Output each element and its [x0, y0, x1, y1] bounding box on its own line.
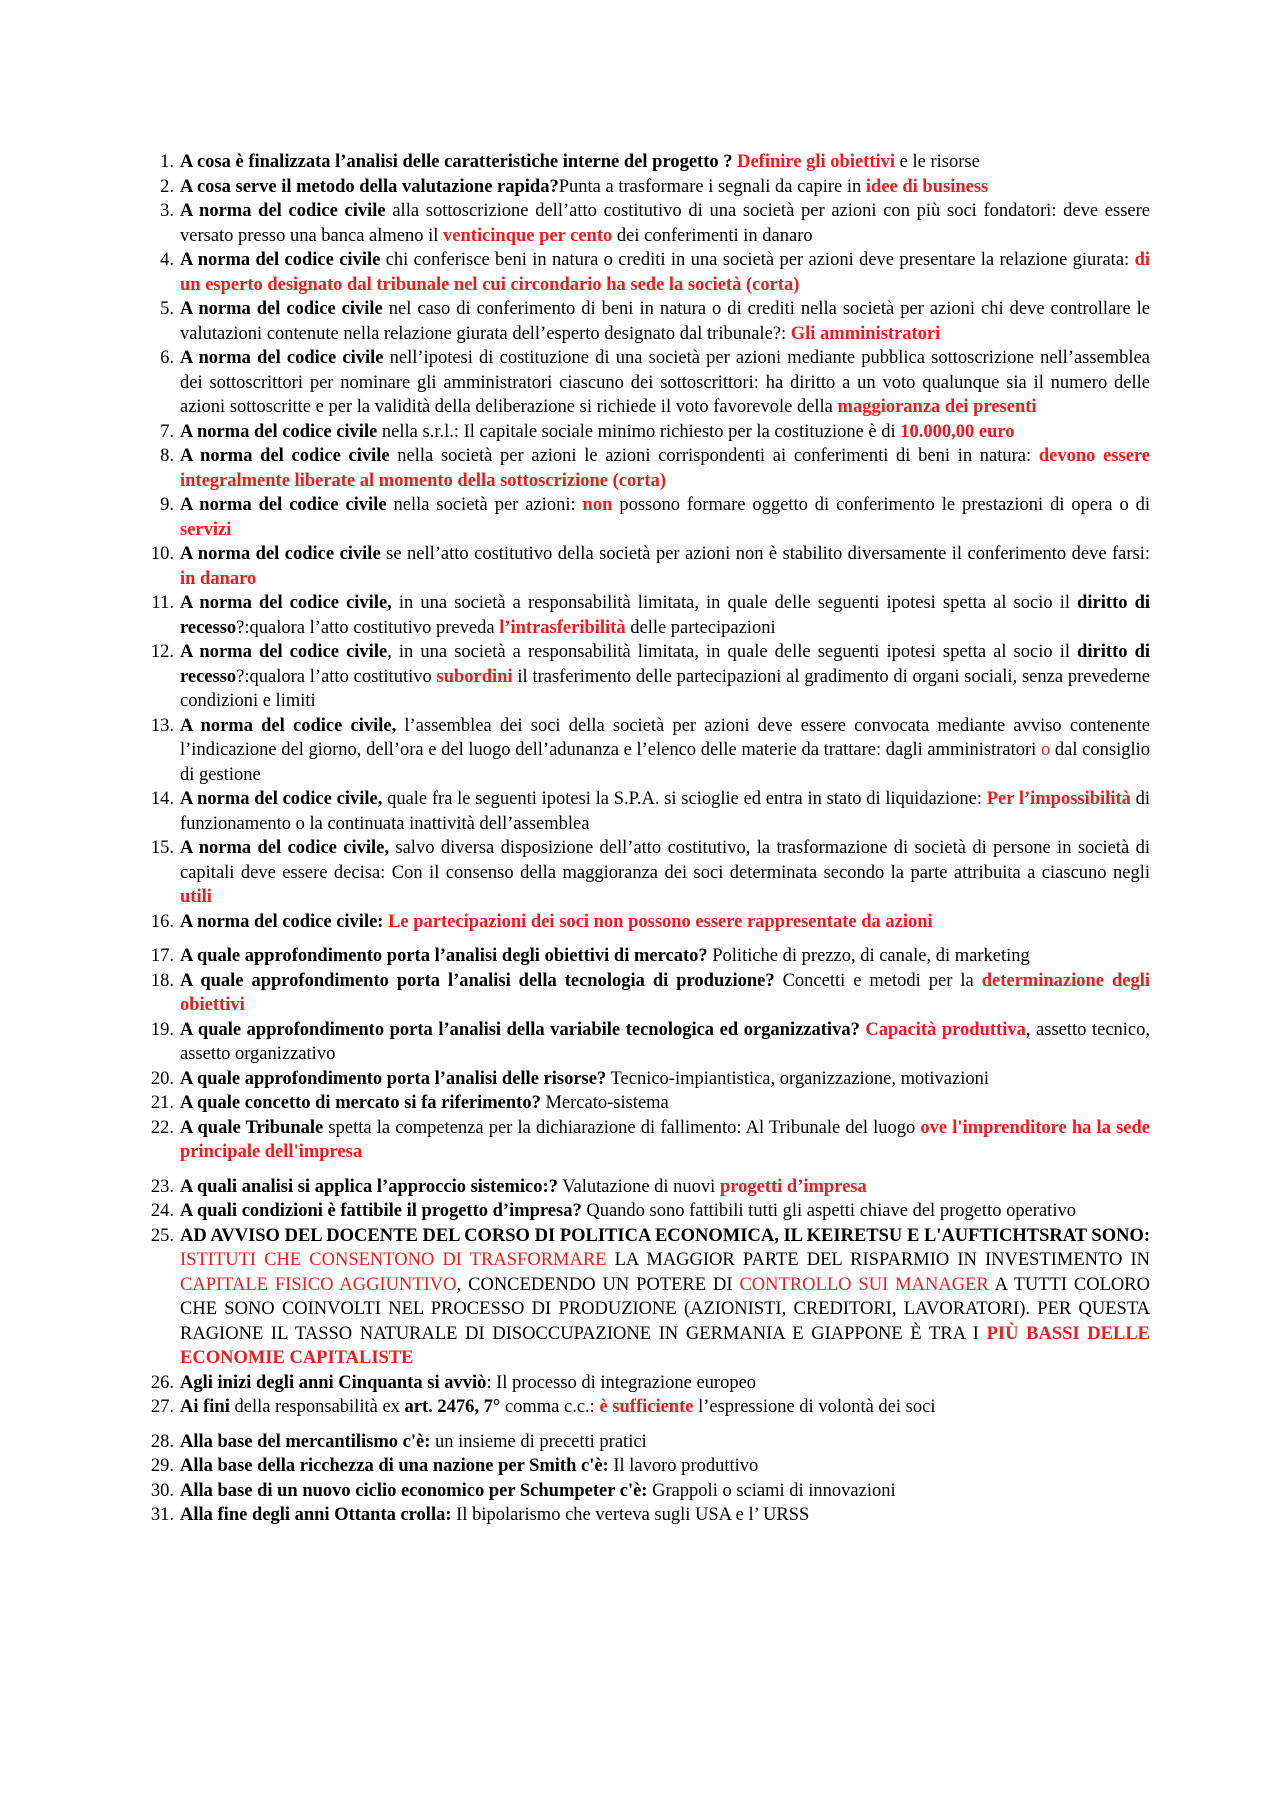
question-text: A norma del codice civile, — [180, 789, 383, 809]
list-item — [140, 1199, 1150, 1224]
answer-highlight: utili — [180, 887, 212, 907]
answer-highlight: PIÙ BASSI DELLE ECONOMIE CAPITALISTE — [180, 1323, 1151, 1368]
answer-highlight: venticinque per cento — [443, 225, 613, 246]
question-text: art. 2476, 7° — [404, 1397, 501, 1417]
item-text: nella società per azioni le azioni corrispondenti ai conferimenti di beni in natura: — [389, 446, 1039, 466]
answer-highlight: subordini — [436, 666, 513, 687]
answer-highlight: devono essere integralmente liberate al momento della sottoscrizione (corta) — [180, 446, 1151, 491]
answer-highlight: CONTROLLO SUI MANAGER — [739, 1274, 989, 1295]
question-text: A quale approfondimento porta l’analisi degli obiettivi di mercato? — [180, 946, 708, 966]
list-item — [140, 1224, 1150, 1371]
question-text: A norma del codice civile, — [180, 715, 397, 736]
item-number: 31. — [150, 1505, 174, 1525]
list-item — [140, 1116, 1150, 1165]
question-text: A norma del codice civile, — [180, 838, 389, 858]
answer-highlight: è sufficiente — [599, 1397, 694, 1417]
item-number: 3. — [160, 201, 174, 221]
item-text: Tecnico-impiantistica, organizzazione, motivazioni — [606, 1068, 990, 1089]
item-text: Valutazione di nuovi — [557, 1176, 720, 1197]
question-text: A norma del codice civile — [180, 348, 384, 368]
question-text: A quale approfondimento porta l’analisi della variabile tecnologica ed organizzativa? — [180, 1019, 860, 1040]
question-text: A quale concetto di mercato si fa riferimento? — [180, 1093, 541, 1113]
item-number: 27. — [150, 1397, 174, 1417]
answer-highlight: in danaro — [180, 568, 257, 589]
question-text: A quale approfondimento porta l’analisi della tecnologia di produzione? — [180, 970, 775, 991]
item-number: 11. — [151, 593, 174, 613]
list-item — [140, 346, 1150, 420]
question-text: Alla base del mercantilismo c'è: — [180, 1431, 431, 1452]
list-item — [140, 944, 1150, 969]
list-item — [140, 1503, 1150, 1528]
item-text: nella s.r.l.: Il capitale sociale minimo richiesto per la costituzione è di — [377, 421, 901, 442]
item-number: 6. — [160, 348, 174, 368]
answer-highlight: l’intrasferibilità — [499, 617, 626, 638]
item-number: 9. — [160, 495, 174, 515]
item-number: 4. — [160, 250, 174, 270]
list-item — [140, 444, 1150, 493]
list-item — [140, 969, 1150, 1018]
question-text: A norma del codice civile — [180, 250, 381, 270]
item-text: spetta la competenza per la dichiarazione di fallimento: Al Tribunale del luogo — [323, 1117, 921, 1138]
item-text: in una società a responsabilità limitata, in quale delle seguenti ipotesi spetta al socio il — [391, 593, 1078, 613]
question-text: Ai fini — [180, 1397, 230, 1417]
list-item — [140, 175, 1150, 200]
list-item — [140, 591, 1150, 640]
list-item — [140, 1454, 1150, 1479]
question-text: A norma del codice civile — [180, 544, 381, 564]
item-text: chi conferisce beni in natura o crediti in una società per azioni deve presentare la relazione giurata: — [380, 250, 1135, 270]
item-text: dei conferimenti in danaro — [612, 225, 813, 246]
item-text: comma c.c.: — [500, 1397, 600, 1417]
list-item — [140, 150, 1150, 175]
item-text: un insieme di precetti pratici — [430, 1431, 647, 1452]
answer-highlight: Le partecipazioni dei soci non possono essere rappresentate da azioni — [388, 911, 933, 932]
item-number: 17. — [150, 946, 174, 966]
item-text: se nell’atto costitutivo della società per azioni non è stabilito diversamente il conferimento deve farsi: — [380, 544, 1151, 564]
item-number: 25. — [150, 1225, 174, 1246]
list-item — [140, 1479, 1150, 1504]
item-text: nella società per azioni: — [386, 495, 583, 515]
question-text: AD AVVISO DEL DOCENTE DEL CORSO DI POLITICA ECONOMICA, IL KEIRETSU E L'AUFTICHTSRAT SONO: — [180, 1225, 1150, 1246]
item-text: nell’ipotesi di costituzione di una società per azioni mediante pubblica sottoscrizione nell’assemblea dei sottoscrittori per nominare gli amministratori ciascuno dei sottoscrittori: ha diritto a un voto qualunque sia il numero delle azioni sottoscritte e per la validità della deliberazione si richiede il voto favorevole della — [180, 348, 1150, 417]
list-item — [140, 420, 1150, 445]
item-text: dal consiglio di gestione — [180, 740, 1151, 785]
list-item — [140, 1067, 1150, 1092]
answer-highlight: determinazione degli obiettivi — [180, 970, 1151, 1015]
answer-highlight: Gli amministratori — [790, 323, 941, 344]
item-text: Politiche di prezzo, di canale, di marketing — [707, 946, 1030, 966]
list-item — [140, 1430, 1150, 1455]
list-item — [140, 714, 1150, 788]
answer-highlight: non — [582, 495, 613, 515]
item-number: 18. — [150, 970, 174, 991]
question-text: A norma del codice civile — [180, 299, 383, 319]
item-text: e le risorse — [895, 152, 980, 172]
item-number: 22. — [150, 1117, 174, 1138]
item-text: Punta a trasformare i segnali da capire in — [558, 176, 866, 197]
question-text: A quale Tribunale — [180, 1117, 324, 1138]
question-text: Alla fine degli anni Ottanta crolla: — [180, 1505, 452, 1525]
answer-highlight: di un esperto designato dal tribunale nel cui circondario ha sede la società (corta) — [180, 250, 1150, 295]
item-number: 24. — [150, 1201, 174, 1221]
item-text: della responsabilità ex — [229, 1397, 405, 1417]
question-text: Alla base della ricchezza di una nazione per Smith c'è: — [180, 1456, 609, 1476]
item-number: 10. — [150, 544, 174, 564]
list-item — [140, 1018, 1150, 1067]
answer-highlight: ISTITUTI CHE CONSENTONO DI TRASFORMARE — [180, 1250, 607, 1270]
item-text: alla sottoscrizione dell’atto costitutivo di una società per azioni con più soci fondatori: deve essere versato presso una banca almeno il — [180, 201, 1151, 246]
item-number: 14. — [150, 789, 174, 809]
question-text: A norma del codice civile — [180, 201, 386, 221]
answer-highlight: o — [1041, 740, 1051, 760]
list-item — [140, 493, 1150, 542]
item-number: 1. — [160, 152, 174, 172]
item-text: l’espressione di volontà dei soci — [693, 1397, 936, 1417]
question-text: A norma del codice civile — [180, 495, 387, 515]
item-text: l’assemblea dei soci della società per azioni deve essere convocata mediante avviso contenente l’indicazione del giorno, dell’ora e del luogo dell’adunanza e l’elenco delle materie da trattare: dagli amministratori — [180, 715, 1150, 760]
item-text: ?:qualora l’atto costitutivo — [236, 666, 437, 687]
answer-highlight: CAPITALE FISICO AGGIUNTIVO — [180, 1274, 457, 1295]
item-text: Il lavoro produttivo — [608, 1456, 759, 1476]
question-text: Agli inizi degli anni Cinquanta si avviò — [180, 1372, 487, 1393]
item-text: di funzionamento o la continuata inattività dell’assemblea — [180, 789, 1150, 834]
item-text: Grappoli o sciami di innovazioni — [647, 1480, 896, 1501]
item-number: 28. — [150, 1431, 174, 1452]
item-number: 12. — [150, 642, 174, 662]
answer-highlight: maggioranza dei presenti — [837, 397, 1037, 417]
item-number: 21. — [150, 1093, 174, 1113]
item-number: 15. — [150, 838, 174, 858]
item-text: Mercato-sistema — [540, 1093, 669, 1113]
question-text: A quali condizioni è fattibile il progetto d’impresa? — [180, 1201, 582, 1221]
item-number: 16. — [150, 911, 174, 932]
question-text: A quale approfondimento porta l’analisi delle risorse? — [180, 1068, 607, 1089]
item-text: , in una società a responsabilità limitata, in quale delle seguenti ipotesi spetta al socio il — [387, 642, 1078, 662]
list-item — [140, 1091, 1150, 1116]
answer-highlight: progetti d’impresa — [719, 1176, 867, 1197]
item-number: 30. — [150, 1480, 174, 1501]
item-text: delle partecipazioni — [625, 617, 776, 638]
item-text: Concetti e metodi per la — [774, 970, 982, 991]
list-item — [140, 836, 1150, 910]
item-number: 13. — [150, 715, 174, 736]
item-text: LA MAGGIOR PARTE DEL RISPARMIO IN INVESTIMENTO IN — [606, 1250, 1150, 1270]
item-text: , CONCEDENDO UN POTERE DI — [456, 1274, 740, 1295]
question-text: A norma del codice civile — [180, 421, 378, 442]
item-text: Il bipolarismo che verteva sugli USA e l’ URSS — [451, 1505, 810, 1525]
item-text: nel caso di conferimento di beni in natura o di crediti nella società per azioni chi deve controllare le valutazioni contenute nella relazione giurata dell’esperto designato dal tribunale?: — [180, 299, 1150, 344]
item-number: 2. — [160, 176, 174, 197]
item-number: 8. — [160, 446, 174, 466]
list-item — [140, 1395, 1150, 1420]
item-number: 5. — [160, 299, 174, 319]
item-number: 19. — [150, 1019, 174, 1040]
item-number: 26. — [150, 1372, 174, 1393]
item-number: 29. — [150, 1456, 174, 1476]
list-item — [140, 787, 1150, 836]
question-text: diritto di recesso — [180, 642, 1151, 687]
answer-highlight: Definire gli obiettivi — [737, 152, 896, 172]
list-item — [140, 1371, 1150, 1396]
list-item — [140, 1175, 1150, 1200]
item-text: : Il processo di integrazione europeo — [486, 1372, 757, 1393]
item-text: quale fra le seguenti ipotesi la S.P.A. si scioglie ed entra in stato di liquidazione: — [382, 789, 987, 809]
list-item — [140, 199, 1150, 248]
question-text: A quali analisi si applica l’approccio sistemico:? — [180, 1176, 558, 1197]
item-text: Quando sono fattibili tutti gli aspetti chiave del progetto operativo — [581, 1201, 1076, 1221]
list-item — [140, 297, 1150, 346]
question-text: A norma del codice civile — [180, 642, 388, 662]
item-number: 7. — [160, 421, 174, 442]
list-item — [140, 248, 1150, 297]
item-number: 20. — [150, 1068, 174, 1089]
question-text: A cosa è finalizzata l’analisi delle caratteristiche interne del progetto ? — [180, 152, 733, 172]
item-text: il trasferimento delle partecipazioni al gradimento di organi sociali, senza prevederne condizioni e limiti — [180, 666, 1150, 711]
item-text: salvo diversa disposizione dell’atto costitutivo, la trasformazione di società di persone in società di capitali deve essere decisa: Con il consenso della maggioranza dei soci determinata secondo la parte attribuita a ciascuno negli — [180, 838, 1150, 883]
item-text: A TUTTI COLORO CHE SONO COINVOLTI NEL PROCESSO DI PRODUZIONE (AZIONISTI, CREDITORI, LAVORATORI). PER QUESTA RAGIONE IL TASSO NATURALE DI DISOCCUPAZIONE IN GERMANIA E GIAPPONE È TRA I — [180, 1274, 1150, 1344]
list-item — [140, 640, 1150, 714]
question-text: A norma del codice civile: — [180, 911, 384, 932]
question-text: Alla base di un nuovo ciclio economico per Schumpeter c'è: — [180, 1480, 648, 1501]
answer-highlight: servizi — [180, 519, 232, 540]
question-text: A norma del codice civile — [180, 446, 390, 466]
question-text: A cosa serve il metodo della valutazione rapida? — [180, 176, 559, 197]
item-text: possono formare oggetto di conferimento le prestazioni di opera o di — [612, 495, 1151, 515]
question-list — [140, 150, 1150, 1528]
list-item — [140, 542, 1150, 591]
question-text: A norma del codice civile, — [180, 593, 392, 613]
question-text: diritto di recesso — [180, 593, 1151, 638]
answer-highlight: 10.000,00 euro — [900, 421, 1015, 442]
answer-highlight: Per l’impossibilità — [986, 789, 1131, 809]
answer-highlight: idee di business — [865, 176, 989, 197]
item-number: 23. — [150, 1176, 174, 1197]
item-text: ?:qualora l’atto costitutivo preveda — [236, 617, 500, 638]
list-item — [140, 910, 1150, 935]
answer-highlight: Capacità produttiva — [865, 1019, 1026, 1040]
item-text: , assetto tecnico, assetto organizzativo — [180, 1019, 1151, 1064]
answer-highlight: ove l'imprenditore ha la sede principale dell'impresa — [180, 1117, 1151, 1162]
